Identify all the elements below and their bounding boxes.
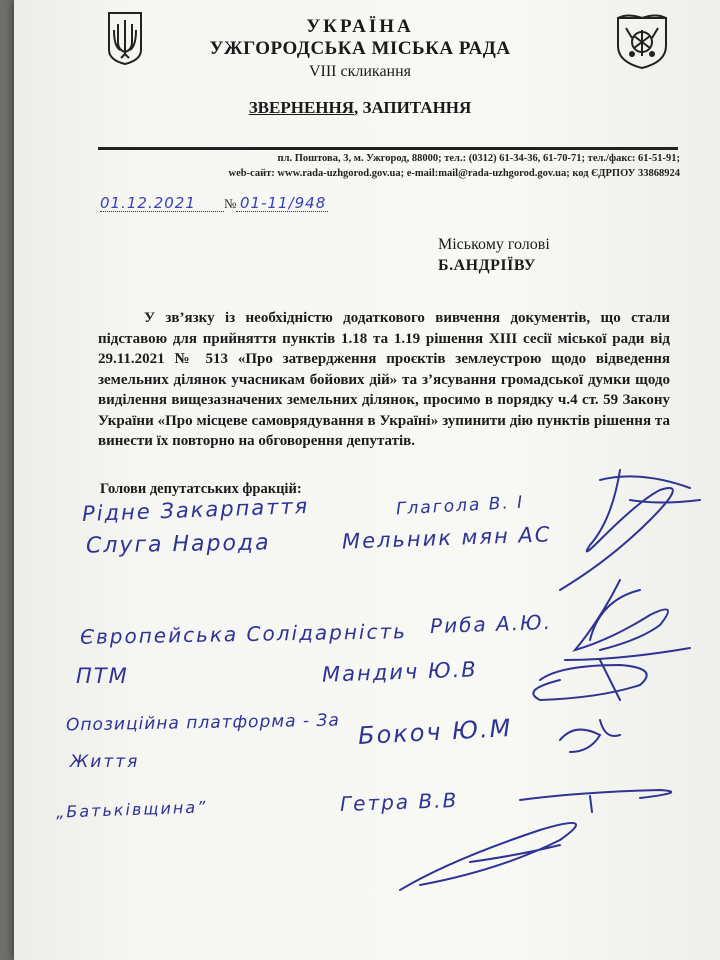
handwritten-faction-4: ПТМ [76,664,129,688]
registration-number: 01-11/948 [240,194,327,212]
signature-3 [533,660,646,700]
handwritten-name-4: Мандич Ю.В [321,657,479,687]
council-contacts: web-сайт: www.rada-uzhgorod.gov.ua; e-mail:mail@rada-uzhgorod.gov.ua; код ЄДРПОУ 33868924 [228,168,680,179]
council-address: пл. Поштова, 3, м. Ужгород, 88000; тел.: (0312) 61-34-36, 61-70-71; тел./факс: 61-51-91; [277,153,680,164]
signature-2 [565,580,690,660]
handwritten-name-5: Бокоч Ю.М [357,713,514,751]
signature-4 [560,720,620,752]
registration-date: 01.12.2021 [100,194,196,212]
number-sign: № [224,196,237,211]
factions-heading: Голови депутатських фракцій: [100,481,302,497]
council-title: УЖГОРОДСЬКА МІСЬКА РАДА [209,38,511,59]
handwritten-name-1b: Мельник мян АС [341,522,552,554]
country-title: УКРАЇНА [306,16,414,37]
letter-body: У зв’язку із необхідністю додаткового вивчення документів, що стали підставою для прийняття пунктів 1.18 та 1.19 рішення XIII сесії міської ради від 29.11.2021 № 513 «Про затвердження проєктів землеустрою щодо відведення земельних ділянок учасникам бойових дій» та з’ясування громадської думки щодо виділення вищезазначених земельних ділянок, просимо в порядку ч.4 ст. 59 Закону України «Про місцеве самоврядування в Україні» зупинити дію пунктів рішення та винести їх повторно на обговорення депутатів. [98,310,670,449]
handwritten-faction-3: Європейська Солідарність [79,619,408,649]
handwritten-faction-5b: Життя [70,752,140,772]
signature-5 [400,790,671,890]
signature-1 [560,470,700,590]
addressee-name: Б.АНДРІЇВУ [438,257,536,274]
addressee-title: Міському голові [438,236,550,253]
document-type-secondary: , ЗАПИТАННЯ [354,98,472,117]
handwritten-faction-5a: Опозиційна платформа - За [65,710,340,736]
document-type-main: ЗВЕРНЕННЯ [248,98,355,117]
handwritten-name-3: Риба А.Ю. [429,609,553,639]
handwritten-faction-2: Слуга Народа [85,530,271,559]
convocation: VIII скликання [308,63,412,80]
handwritten-name-1a: Глагола В. І [395,492,525,520]
handwritten-faction-6: „Батьківщина” [55,797,208,822]
handwritten-name-6: Гетра В.В [339,787,459,817]
handwritten-faction-1: Рідне Закарпаття [81,494,310,526]
